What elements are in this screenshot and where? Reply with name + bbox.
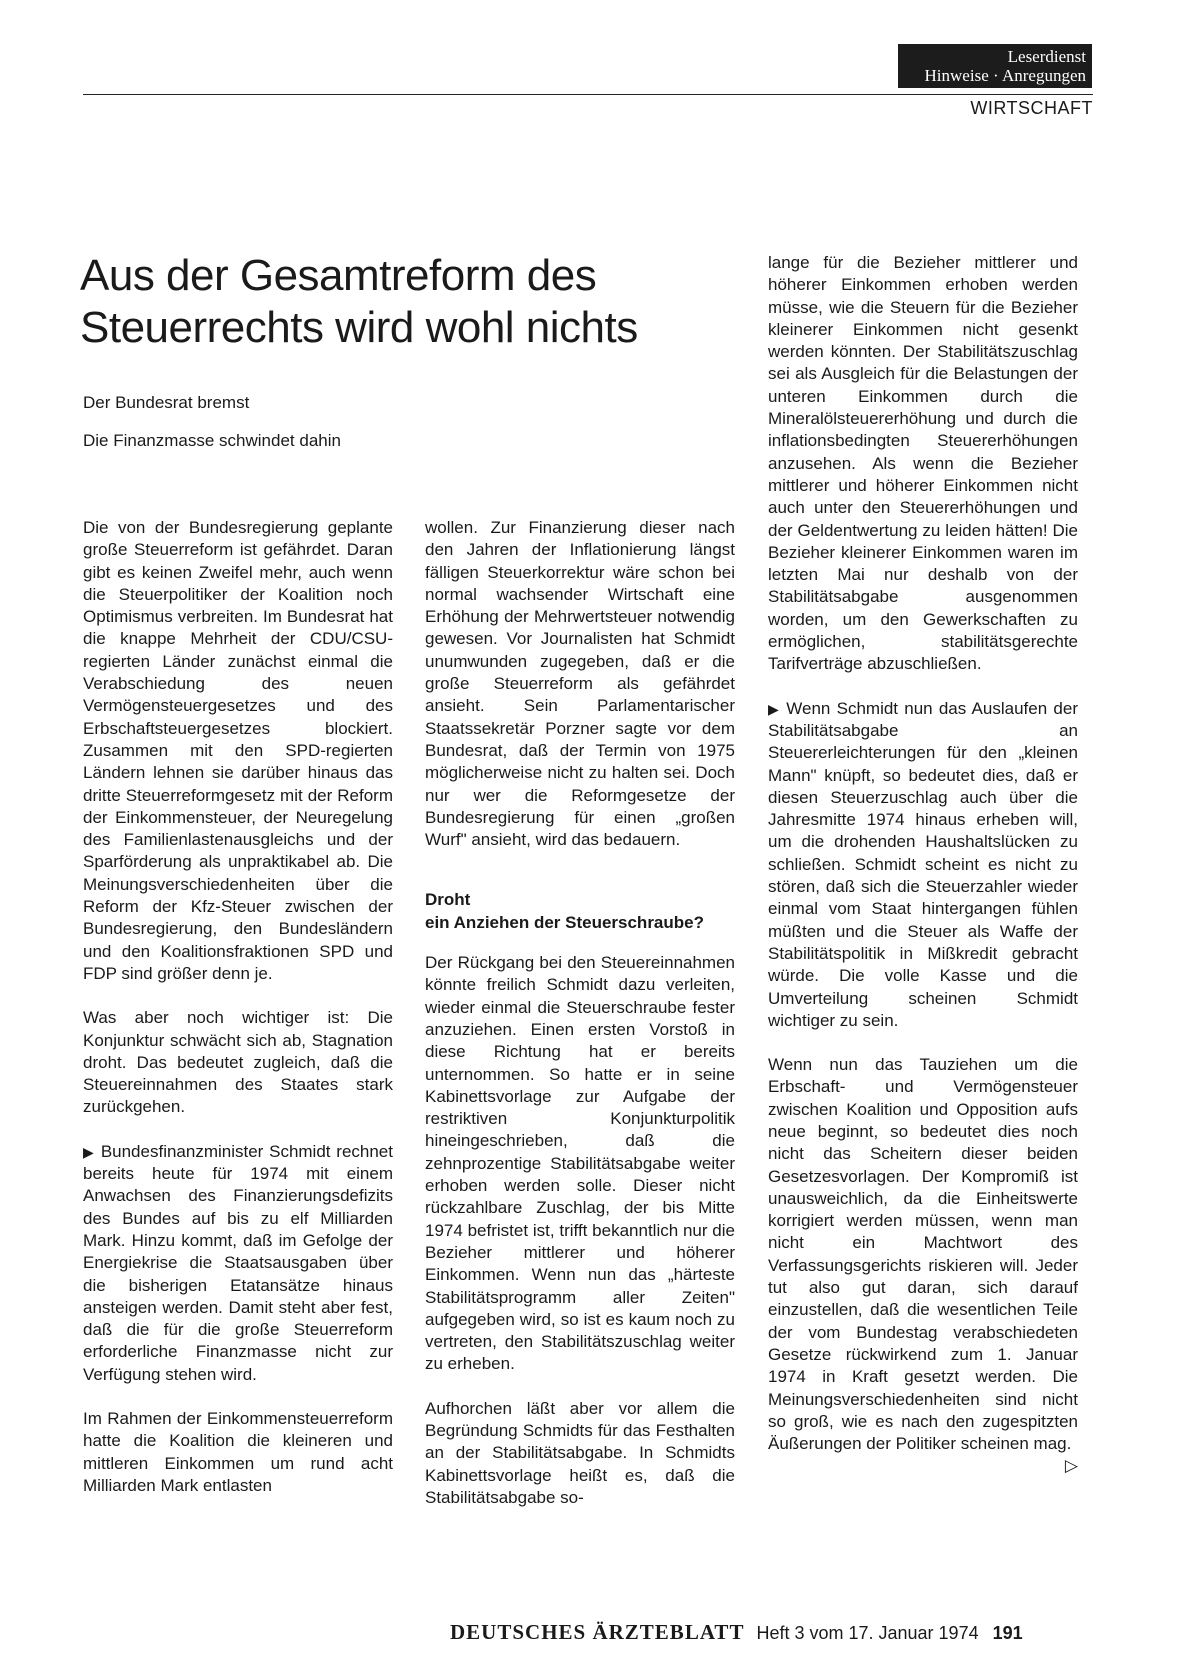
subheading-line1: Droht bbox=[425, 890, 471, 910]
leserdienst-badge bbox=[898, 44, 1092, 88]
header-rule bbox=[83, 94, 1093, 95]
paragraph-text: Wenn nun das Tauziehen um die Erbschaft- und Vermögensteuer zwischen Koalition und Opposition aufs neue beginnt, so bedeutet dies noch nicht das Scheitern dieser beiden Gesetzesvorlagen. Der Kompromiß ist unausweichlich, da die Einheitswerte korrigiert werden müssen, wenn man nicht ein Machtwort des Verfassungsgerichts riskieren will. Jeder tut also gut daran, sich darauf einzustellen, daß die wesentlichen Teile der vom Bundestag verabschiedeten Gesetze rückwirkend zum 1. Januar 1974 in Kraft gesetzt werden. Die Meinungsverschiedenheiten sind nicht so groß, wie es nach den zugespitzten Äußerungen der Politiker scheinen mag. bbox=[768, 1055, 1078, 1454]
paragraph: Die von der Bundesregierung geplante große Steuerreform ist gefährdet. Daran gibt es keinen Zweifel mehr, auch wenn die Steuerpolitiker der Koalition noch Optimismus verbreiten. Im Bundesrat hat die knappe Mehrheit der CDU/CSU-regierten Länder zunächst einmal die Verabschiedung des neuen Vermögensteuergesetzes und des Erbschaftsteuergesetzes blockiert. Zusammen mit den SPD-regierten Ländern lehnen sie darüber hinaus das dritte Steuerreformgesetz mit der Reform der Einkommensteuer, der Neuregelung des Familienlastenausgleichs und der Sparförderung als unpraktikabel ab. Die Meinungsverschiedenheiten über die Reform der Kfz-Steuer zwischen der Bundesregierung, den Bundesländern und den Koalitionsfraktionen SPD und FDP sind größer denn je. bbox=[83, 518, 393, 983]
title-line1: Aus der Gesamtreform des bbox=[80, 251, 597, 300]
subheading-line2: ein Anziehen der Steuerschraube? bbox=[425, 912, 704, 932]
column-3 bbox=[768, 252, 1078, 1478]
subtitle-2: Die Finanzmasse schwindet dahin bbox=[83, 431, 341, 450]
paragraph bbox=[83, 1141, 393, 1386]
paragraph-text: Bundesfinanzminister Schmidt rechnet bereits heute für 1974 mit einem Anwachsen des Finanzierungsdefizits des Bundes auf bis zu elf Milliarden Mark. Hinzu kommt, daß im Gefolge der Energiekrise die Staatsausgaben über die bisherigen Etatansätze hinaus ansteigen werden. Damit steht aber fest, daß die für die große Steuerreform erforderliche Finanzmasse nicht zur Verfügung stehen wird. bbox=[83, 1141, 393, 1384]
triangle-right-icon: ▶ bbox=[83, 1143, 95, 1160]
paragraph: Aufhorchen läßt aber vor allem die Begründung Schmidts für das Festhalten an der Stabilitätsabgabe. In Schmidts Kabinettsvorlage heißt es, daß die Stabilitätsabgabe so- bbox=[425, 1398, 735, 1507]
column-2 bbox=[425, 517, 735, 1531]
column-1 bbox=[83, 517, 393, 1519]
page-footer bbox=[450, 1620, 1023, 1645]
badge-line2: Hinweise · Anregungen bbox=[924, 66, 1086, 85]
title-line2: Steuerrechts wird wohl nichts bbox=[80, 303, 638, 352]
journal-name: DEUTSCHES ÄRZTEBLATT bbox=[450, 1620, 745, 1644]
page-number: 191 bbox=[992, 1623, 1023, 1643]
paragraph: Der Rückgang bei den Steuereinnahmen könnte freilich Schmidt dazu verleiten, wieder einmal die Steuerschraube fester anzuziehen. Einen ersten Vorstoß in diese Richtung hat er bereits unternommen. So hatte er in seine Kabinettsvorlage zur Aufgabe der restriktiven Konjunkturpolitik hineingeschrieben, daß die zehnprozentige Stabilitätsabgabe weiter erhoben werden solle. Dieser nicht rückzahlbare Zuschlag, der bis Mitte 1974 befristet ist, trifft bekanntlich nur die Bezieher mittlerer und höherer Einkommen. Wenn nun das „härteste Stabilitätsprogramm aller Zeiten" aufgegeben wird, so ist es kaum noch zu vertreten, den Stabilitätszuschlag weiter zu erheben. bbox=[425, 953, 735, 1374]
paragraph bbox=[768, 698, 1078, 1032]
triangle-right-icon: ▶ bbox=[768, 700, 781, 717]
issue-info: Heft 3 vom 17. Januar 1974 bbox=[756, 1623, 979, 1643]
paragraph-text: Wenn Schmidt nun das Auslaufen der Stabilitätsabgabe an Steuererleichterungen für den „kleinen Mann" knüpft, so bedeutet dies, daß er diesen Steuerzuschlag auch über die Jahresmitte 1974 hinaus erheben will, um die drohenden Haushaltslücken zu schließen. Schmidt scheint es nicht zu stören, daß sich die Steuerzahler wieder einmal vom Staat hintergangen fühlen müßten und die Steuer als Waffe der Stabilitätspolitik in Mißkredit gebracht würde. Die volle Kasse und die Umverteilung scheinen Schmidt wichtiger zu sein. bbox=[768, 698, 1078, 1030]
badge-line1: Leserdienst bbox=[1007, 47, 1086, 66]
paragraph: Was aber noch wichtiger ist: Die Konjunktur schwächt sich ab, Stagnation droht. Das bedeutet zugleich, daß die Steuereinnahmen des Staates stark zurückgehen. bbox=[83, 1008, 393, 1117]
subheading bbox=[425, 889, 735, 934]
section-label: WIRTSCHAFT bbox=[970, 98, 1093, 118]
paragraph: wollen. Zur Finanzierung dieser nach den Jahren der Inflationierung längst fälligen Steuerkorrektur wäre schon bei normal wachsender Wirtschaft eine Erhöhung der Mehrwertsteuer notwendig gewesen. Vor Journalisten hat Schmidt unumwunden zugegeben, daß er die große Steuerreform als gefährdet ansieht. Sein Parlamentarischer Staatssekretär Porzner sagte vor dem Bundesrat, daß der Termin von 1975 möglicherweise nicht zu halten sei. Doch nur wer die Reformgesetze der Bundesregierung für einen „großen Wurf" ansieht, wird das bedauern. bbox=[425, 518, 735, 850]
article-title bbox=[80, 250, 720, 354]
continue-mark-icon: ▷ bbox=[1064, 1456, 1078, 1476]
subtitle-1: Der Bundesrat bremst bbox=[83, 393, 250, 412]
paragraph: Im Rahmen der Einkommensteuerreform hatte die Koalition die kleineren und mittleren Einkommen um rund acht Milliarden Mark entlasten bbox=[83, 1408, 393, 1495]
paragraph bbox=[768, 1054, 1078, 1476]
paragraph: lange für die Bezieher mittlerer und höherer Einkommen erhoben werden müsse, wie die Steuern für die Bezieher kleinerer Einkommen nicht gesenkt werden könnten. Der Stabilitätszuschlag sei als Ausgleich für die Belastungen der unteren Einkommen durch die Mineralölsteuererhöhung und durch die inflationsbedingten Steuererhöhungen anzusehen. Als wenn die Bezieher mittlerer und höherer Einkommen nicht auch unter den Steuererhöhungen und der Geldentwertung zu leiden hätten! Die Bezieher kleinerer Einkommen waren im letzten Mai nur deshalb von der Stabilitätsabgabe ausgenommen worden, um den Gewerkschaften zu ermöglichen, stabilitätsgerechte Tarifverträge abzuschließen. bbox=[768, 253, 1078, 674]
